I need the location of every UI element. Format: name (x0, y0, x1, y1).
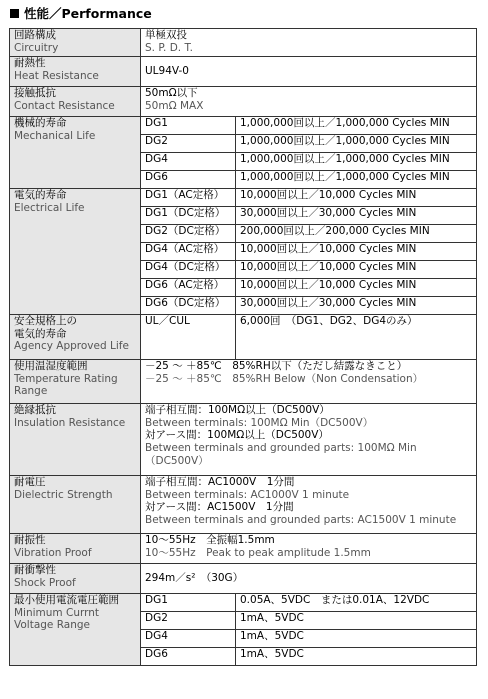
model-cell: DG6 (141, 171, 236, 189)
row-agency-approved-life (10, 315, 477, 360)
value-heat-resistance (141, 57, 477, 87)
label-jp: 安全規格上の (14, 315, 77, 327)
value-cell: 10,000回以上／10,000 Cycles MIN (236, 261, 477, 279)
value-jp: 単極双投 (145, 29, 187, 41)
model-cell: UL／CUL (141, 315, 236, 360)
label-en: Circuitry (14, 41, 59, 54)
label-minimum-current (10, 594, 141, 666)
label-jp: 耐電圧 (14, 476, 46, 488)
value-temperature-rating (141, 360, 477, 404)
value-en: Between terminals and grounded parts: 100MΩ Min (145, 442, 417, 455)
model-cell: DG1 (141, 117, 236, 135)
value-cell: 10,000回以上／10,000 Cycles MIN (236, 189, 477, 207)
row-mechanical-life (10, 117, 477, 135)
label-jp: 絶縁抵抗 (14, 404, 56, 416)
model-cell: DG2（DC定格） (141, 225, 236, 243)
value-cell: 1mA、5VDC (236, 630, 477, 648)
label-contact-resistance (10, 87, 141, 117)
value-vibration-proof (141, 534, 477, 564)
value-text: UL94V-0 (145, 65, 189, 78)
value-cell: 30,000回以上／30,000 Cycles MIN (236, 207, 477, 225)
label-en: Temperature Rating (14, 372, 118, 385)
label-jp: 機械的寿命 (14, 117, 67, 129)
row-dielectric-strength (10, 476, 477, 534)
row-heat-resistance (10, 57, 477, 87)
value-text: 294m／s² （30G） (145, 572, 244, 585)
label-jp: 電気的寿命 (14, 327, 67, 340)
value-cell: 1,000,000回以上／1,000,000 Cycles MIN (236, 171, 477, 189)
row-vibration-proof (10, 534, 477, 564)
value-en: Between terminals: 100MΩ Min（DC500V） (145, 416, 374, 429)
label-shock-proof (10, 564, 141, 594)
label-en: Range (14, 385, 48, 398)
label-jp: 回路構成 (14, 29, 56, 41)
value-shock-proof (141, 564, 477, 594)
label-vibration-proof (10, 534, 141, 564)
label-en: Electrical Life (14, 201, 85, 214)
label-jp: 接触抵抗 (14, 87, 56, 99)
label-en: Agency Approved Life (14, 340, 129, 353)
value-en: 50mΩ MAX (145, 99, 204, 112)
label-en: Vibration Proof (14, 546, 92, 559)
value-en: （DC500V） (145, 454, 209, 467)
label-jp: 使用温湿度範囲 (14, 360, 88, 372)
label-jp: 耐振性 (14, 534, 46, 546)
value-en: S. P. D. T. (145, 41, 193, 54)
value-dielectric-strength (141, 476, 477, 534)
row-minimum-current (10, 594, 477, 612)
value-jp: 対アース間：100MΩ以上（DC500V） (145, 429, 329, 442)
label-insulation-resistance (10, 404, 141, 476)
model-cell: DG4 (141, 153, 236, 171)
value-cell: 6,000回 （DG1、DG2、DG4のみ） (236, 315, 477, 360)
label-agency-approved-life (10, 315, 141, 360)
value-en: Between terminals and grounded parts: AC1500V 1 minute (145, 514, 457, 527)
value-jp: 10～55Hz 全振幅1.5mm (145, 534, 275, 546)
label-en: Voltage Range (14, 619, 91, 632)
value-insulation-resistance (141, 404, 477, 476)
row-contact-resistance (10, 87, 477, 117)
row-insulation-resistance (10, 404, 477, 476)
label-dielectric-strength (10, 476, 141, 534)
value-cell: 1,000,000回以上／1,000,000 Cycles MIN (236, 153, 477, 171)
label-circuitry (10, 29, 141, 57)
row-shock-proof (10, 564, 477, 594)
section-title-text: 性能／Performance (24, 6, 152, 21)
value-circuitry (141, 29, 477, 57)
model-cell: DG6（AC定格） (141, 279, 236, 297)
label-electrical-life (10, 189, 141, 315)
model-cell: DG2 (141, 612, 236, 630)
value-cell: 1mA、5VDC (236, 648, 477, 666)
row-circuitry (10, 29, 477, 57)
label-en: Minimum Currnt (14, 606, 100, 619)
model-cell: DG2 (141, 135, 236, 153)
label-en: Dielectric Strength (14, 488, 113, 501)
label-heat-resistance (10, 57, 141, 87)
value-en: Between terminals: AC1000V 1 minute (145, 488, 350, 501)
value-en: 10～55Hz Peak to peak amplitude 1.5mm (145, 546, 371, 559)
value-cell: 1,000,000回以上／1,000,000 Cycles MIN (236, 117, 477, 135)
value-jp: 端子相互間：100MΩ以上（DC500V） (145, 404, 330, 416)
row-electrical-life (10, 189, 477, 207)
model-cell: DG4 (141, 630, 236, 648)
model-cell: DG1（DC定格） (141, 207, 236, 225)
label-mechanical-life (10, 117, 141, 189)
performance-table (9, 28, 477, 666)
model-cell: DG6（DC定格） (141, 297, 236, 315)
row-temperature-rating (10, 360, 477, 404)
model-cell: DG4（DC定格） (141, 261, 236, 279)
label-jp: 電気的寿命 (14, 189, 67, 201)
label-en: Insulation Resistance (14, 416, 126, 429)
value-jp: 端子相互間：AC1000V 1分間 (145, 476, 295, 488)
model-cell: DG6 (141, 648, 236, 666)
value-cell: 10,000回以上／10,000 Cycles MIN (236, 279, 477, 297)
label-en: Shock Proof (14, 576, 76, 589)
value-jp: 対アース間：AC1500V 1分間 (145, 501, 294, 514)
section-title (10, 5, 152, 23)
model-cell: DG1 (141, 594, 236, 612)
model-cell: DG1（AC定格） (141, 189, 236, 207)
label-en: Mechanical Life (14, 129, 96, 142)
square-bullet-icon (10, 9, 19, 18)
label-en: Contact Resistance (14, 99, 115, 112)
label-jp: 最小使用電流電圧範囲 (14, 594, 119, 606)
label-temperature-rating (10, 360, 141, 404)
value-cell: 1,000,000回以上／1,000,000 Cycles MIN (236, 135, 477, 153)
label-jp: 耐熱性 (14, 57, 46, 69)
label-jp: 耐衝撃性 (14, 564, 56, 576)
value-cell: 200,000回以上／200,000 Cycles MIN (236, 225, 477, 243)
value-contact-resistance (141, 87, 477, 117)
label-en: Heat Resistance (14, 69, 99, 82)
value-jp: －25 ～ ＋85℃ 85%RH以下（ただし結露なきこと） (145, 360, 408, 372)
value-cell: 1mA、5VDC (236, 612, 477, 630)
model-cell: DG4（AC定格） (141, 243, 236, 261)
value-cell: 0.05A、5VDC または0.01A、12VDC (236, 594, 477, 612)
value-cell: 30,000回以上／30,000 Cycles MIN (236, 297, 477, 315)
value-cell: 10,000回以上／10,000 Cycles MIN (236, 243, 477, 261)
value-en: －25 ～ ＋85℃ 85%RH Below（Non Condensation） (145, 372, 424, 385)
value-jp: 50mΩ以下 (145, 87, 198, 99)
